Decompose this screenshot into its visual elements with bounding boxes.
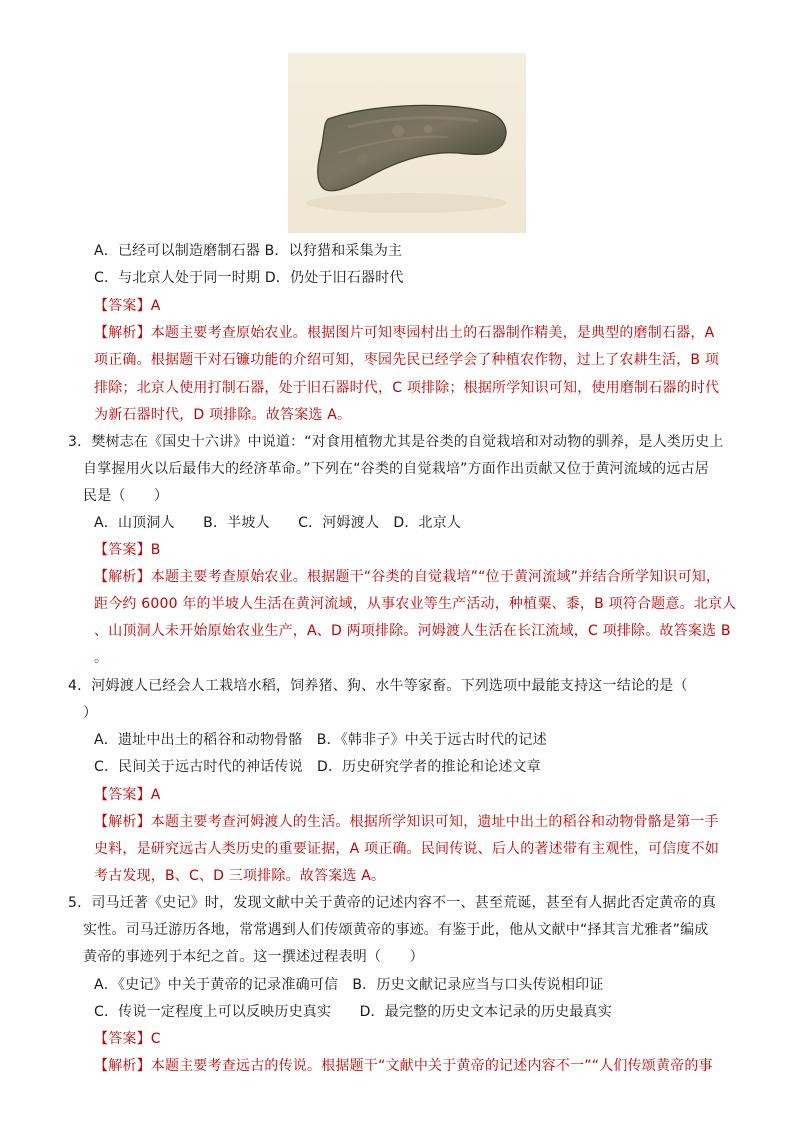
q3-stem-line-3: 民是（ ） [83,488,169,504]
q4-stem-text-1: 河姆渡人已经会人工栽培水稻，饲养猪、狗、水牛等家畜。下列选项中最能支持这一结论的是（ [91,678,688,694]
q4-options-line-2: C．民间关于远古时代的神话传说 D．历史研究学者的推论和论述文章 [94,759,541,775]
q2-analysis-line-3: 排除；北京人使用打制石器，处于旧石器时代，C 项排除；根据所学知识可知，使用磨制石器的时代 [94,380,720,396]
q5-analysis-line-1: 【解析】本题主要考查远古的传说。根据题干“文献中关于黄帝的记述内容不一”“人们传颂黄帝的事 [94,1058,713,1074]
q2-options-line-1: A．已经可以制造磨制石器 B．以狩猎和采集为主 [94,243,403,259]
stone-sickle-image [288,53,526,233]
q3-analysis-line-2: 距今约 6000 年的半坡人生活在黄河流域，从事农业等生产活动，种植粟、黍，B 项符合题意。北京人 [94,596,737,612]
q4-stem-line-2: ） [83,705,98,721]
q3-stem-line-1 [68,434,724,450]
q5-stem-text-1: 司马迁著《史记》时，发现文献中关于黄帝的记述内容不一、甚至荒诞，甚至有人据此否定黄帝的真 [91,895,717,911]
q4-analysis-line-1: 【解析】本题主要考查河姆渡人的生活。根据所学知识可知，遗址中出土的稻谷和动物骨骼是第一手 [94,814,719,830]
q5-options-line-1: A．《史记》中关于黄帝的记录准确可信 B．历史文献记录应当与口头传说相印证 [94,977,604,993]
q5-stem-line-2: 实性。司马迁游历各地，常常遇到人们传颂黄帝的事迹。有鉴于此，他从文献中“择其言尤雅者”编成 [83,922,709,938]
q4-analysis-line-2: 史料，是研究远古人类历史的重要证据，A 项正确。民间传说、后人的著述带有主观性，可信度不如 [94,841,720,857]
q2-analysis-line-1: 【解析】本题主要考查原始农业。根据图片可知枣园村出土的石器制作精美，是典型的磨制石器，A [94,325,715,341]
q5-number: 5． [68,895,92,911]
q3-options: A．山顶洞人 B．半坡人 C．河姆渡人 D．北京人 [94,515,462,531]
q3-stem-text-1: 樊树志在《国史十六讲》中说道：“对食用植物尤其是谷类的自觉栽培和对动物的驯养，是人类历史上 [91,434,724,450]
stone-sickle-photo [288,53,526,233]
q5-stem-line-1 [68,895,717,911]
q5-answer: 【答案】C [94,1031,161,1047]
q3-number: 3． [68,434,92,450]
q3-analysis-line-1: 【解析】本题主要考查原始农业。根据题干“谷类的自觉栽培”“位于黄河流域”并结合所学知识可知， [94,569,721,585]
q3-analysis-line-3: 、山顶洞人未开始原始农业生产，A、D 两项排除。河姆渡人生活在长江流域，C 项排除。故答案选 B [94,623,731,639]
q3-answer: 【答案】B [94,542,161,558]
q4-options-line-1: A．遗址中出土的稻谷和动物骨骼 B．《韩非子》中关于远古时代的记述 [94,732,547,748]
q5-options-line-2: C．传说一定程度上可以反映历史真实 D．最完整的历史文本记录的历史最真实 [94,1004,612,1020]
q4-stem-line-1 [68,678,698,694]
q4-answer: 【答案】A [94,787,161,803]
q2-analysis-line-2: 项正确。根据题干对石镰功能的介绍可知，枣园先民已经学会了种植农作物，过上了农耕生活，B 项 [94,352,720,368]
q4-number: 4． [68,678,92,694]
q5-stem-line-3: 黄帝的事迹列于本纪之首。这一撰述过程表明（ ） [83,949,424,965]
q2-analysis-line-4: 为新石器时代，D 项排除。故答案选 A。 [94,407,352,423]
q2-answer: 【答案】A [94,298,161,314]
q2-options-line-2: C．与北京人处于同一时期 D．仍处于旧石器时代 [94,270,404,286]
q3-stem-line-2: 自掌握用火以后最伟大的经济革命。”下列在“谷类的自觉栽培”方面作出贡献又位于黄河流域的远古居 [83,461,709,477]
q3-analysis-line-4: 。 [94,650,109,666]
q4-analysis-line-3: 考古发现，B、C、D 三项排除。故答案选 A。 [94,868,386,884]
